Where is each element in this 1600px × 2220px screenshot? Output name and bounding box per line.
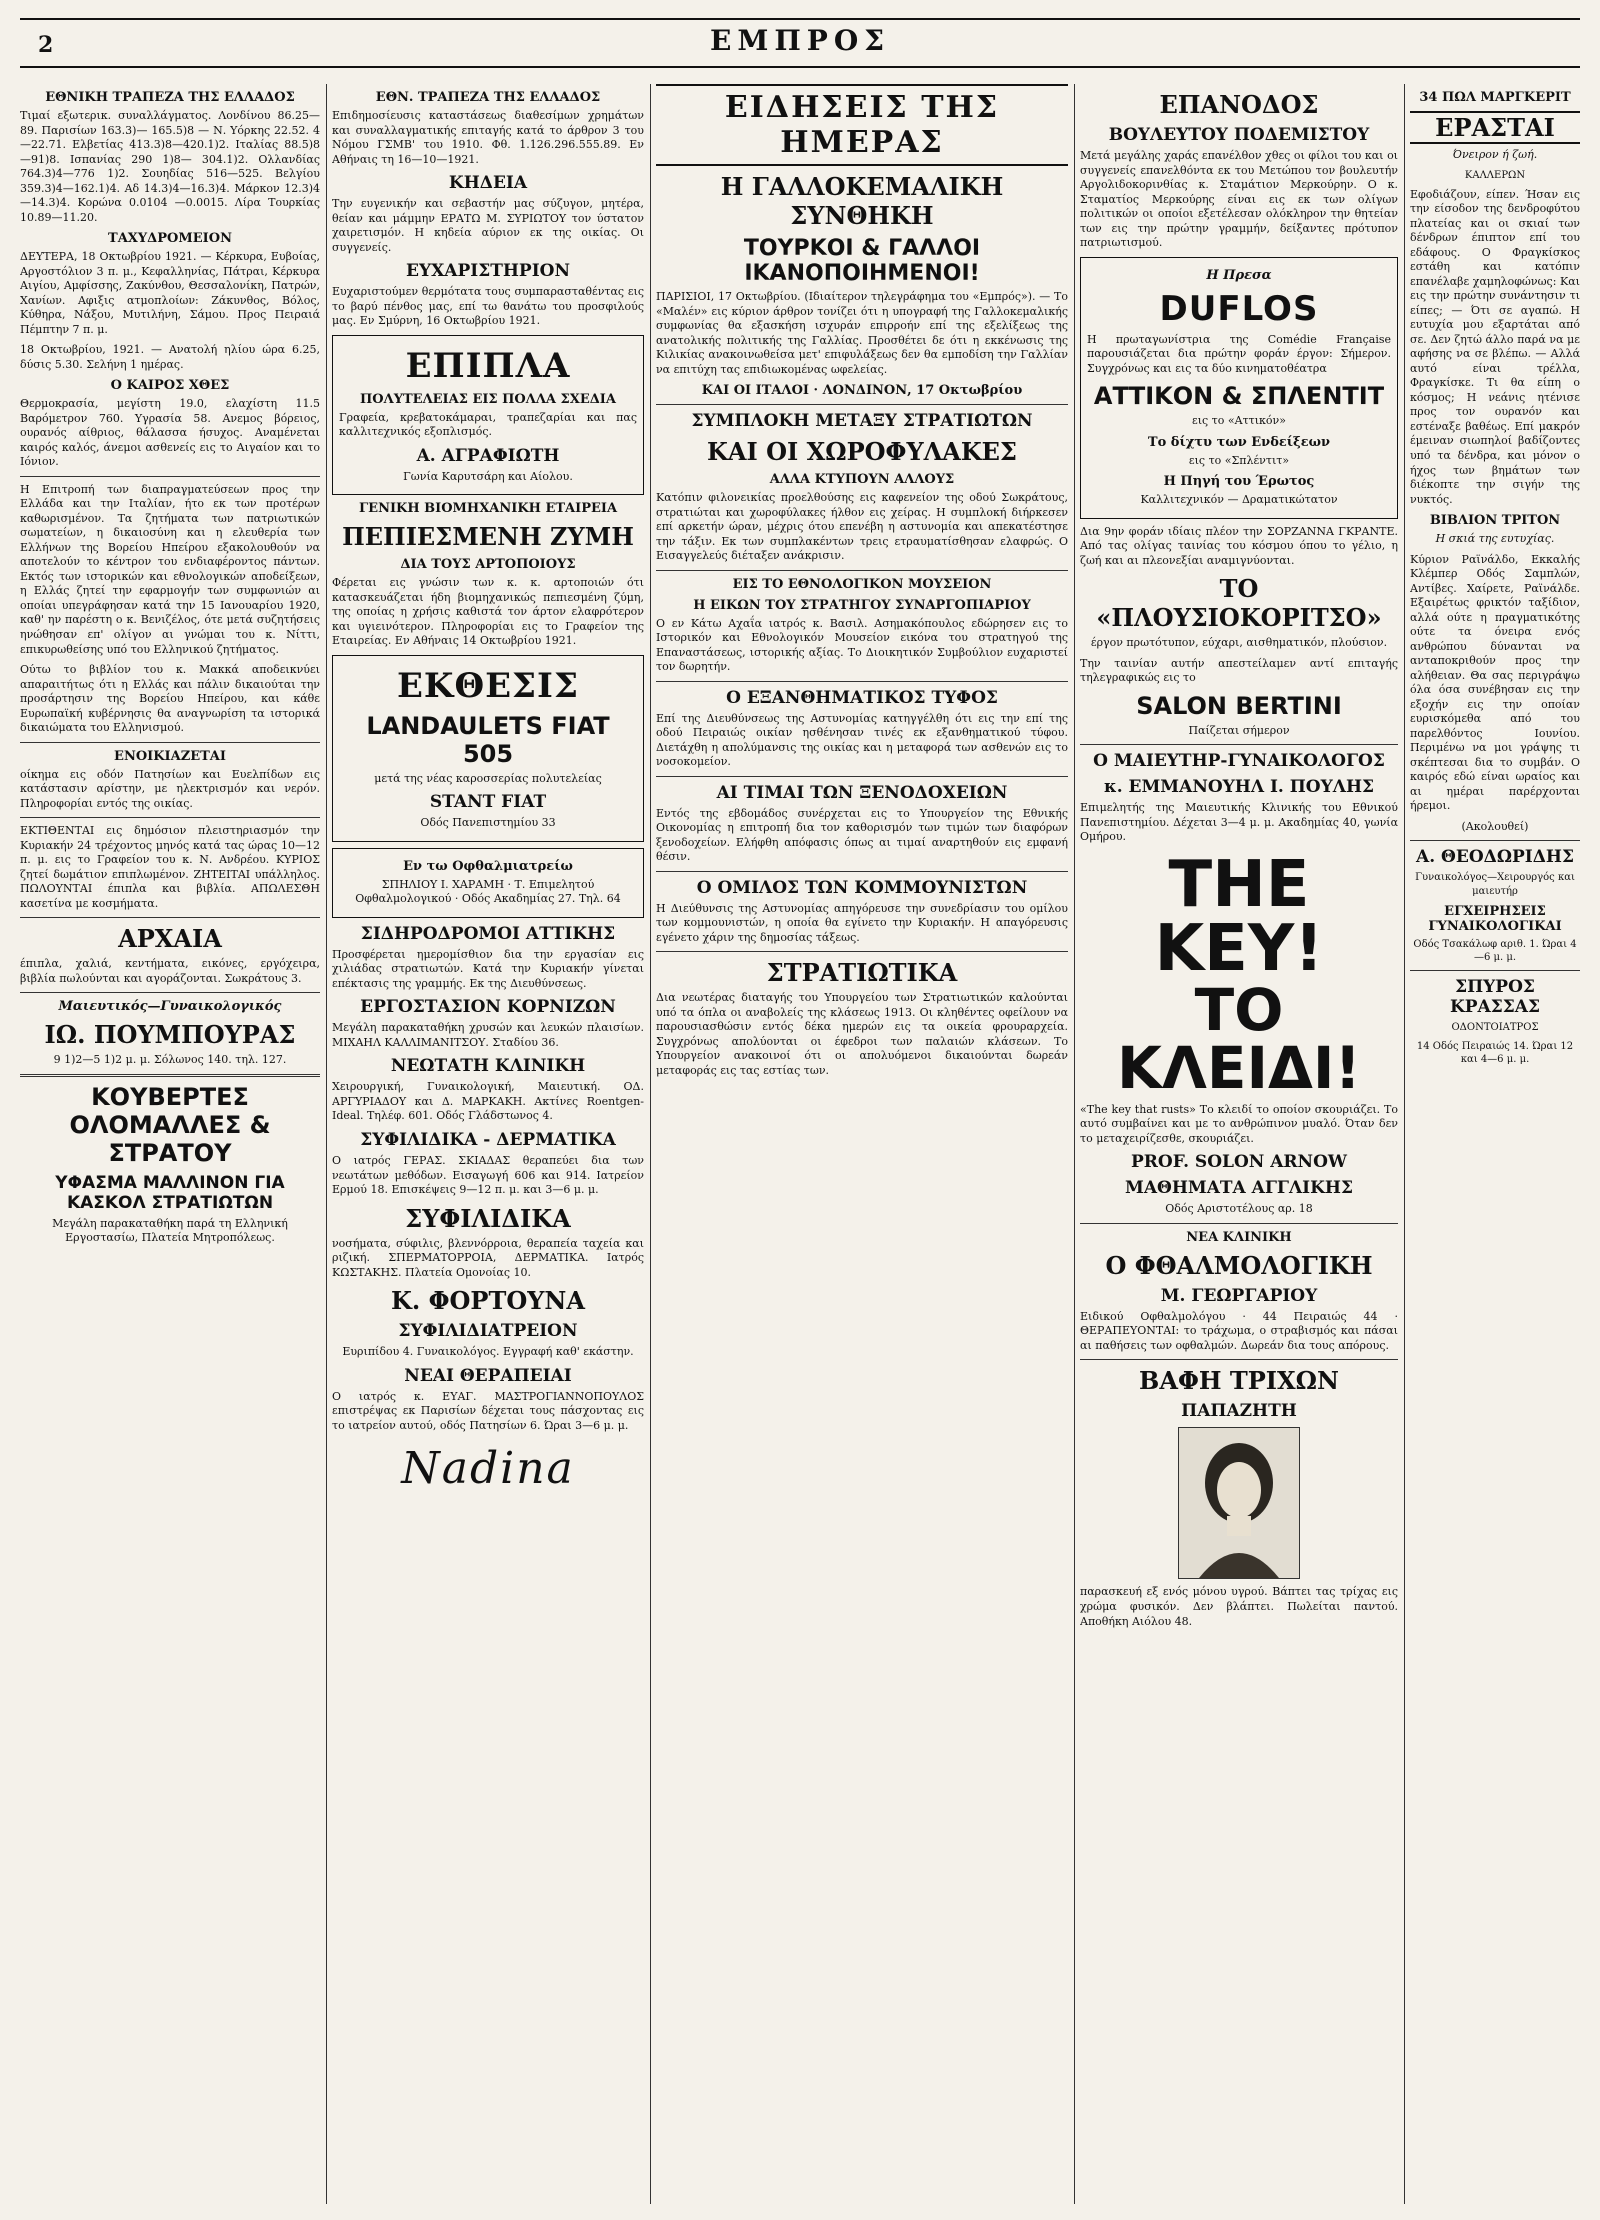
syph-text: Ο ιατρός ΓΕΡΑΣ. ΣΚΙΑΔΑΣ θεραπεύει δια των νεωτάτων μεθόδων. Εισαγωγή 606 και 914. Ιατρείον Ερμού 18. Επισκέψεις 9—12 π. μ. και 3—6 μ. μ. bbox=[332, 1153, 644, 1197]
column-rule bbox=[1074, 84, 1075, 2204]
key-ad-greek: ΤΟ ΚΛΕΙΔΙ! bbox=[1117, 975, 1361, 1102]
arnow-heading: PROF. SOLON ARNOW bbox=[1131, 1152, 1347, 1173]
splendid-film: Η Πηγή του Έρωτος bbox=[1163, 474, 1315, 490]
bertini-intro: Την ταινίαν αυτήν απεστείλαμεν αντί επιταγής τηλεγραφικώς εις το bbox=[1080, 656, 1398, 685]
attikon-venue: εις το «Αττικόν» bbox=[1192, 414, 1286, 428]
paper-name: ΕΜΠΡΟΣ bbox=[709, 24, 891, 57]
dentist-address: 14 Οδός Πειραιώς 14. Ώραι 12 και 4—6 μ. μ. bbox=[1416, 1041, 1574, 1066]
optic-heading: Ο ΦΘΑΛΜΟΛΟΓΙΚΗ bbox=[1105, 1250, 1373, 1280]
main-article: ΠΑΡΙΣΙΟΙ, 17 Οκτωβρίου. (Ιδιαίτερον τηλεγράφημα του «Εμπρός»). — Το «Μαλέν» εις κύριον άρθρον τονίζει ότι η υπογραφή της Γαλλοκεμαλικής συμφωνίας θα εξασκήση ισχυράν επιρροήν επί της εξελίξεως της ανατολικής πολιτικής της Γαλλίας. Προσθέτει δε ότι η εκκένωσις της Κιλικίας ανακοινωθείσα μετ' επιφυλάξεως δεν θα εμποδίση την Γαλλίαν να επιτύχη τας επιδιωκομένας ωφελείας. bbox=[656, 290, 1068, 376]
furniture-heading: ΕΠΙΠΛΑ bbox=[405, 345, 571, 386]
expo-text: μετά της νέας καροσσερίας πολυτελείας bbox=[374, 771, 602, 785]
cornice-text: Μεγάλη παρακαταθήκη χρυσών και λευκών πλαισίων. ΜΙΧΑΗΛ ΚΑΛΛΙΜΑΝΙΤΣΟΥ. Σταδίου 36. bbox=[332, 1021, 644, 1049]
fortuna-heading: Κ. ΦΟΡΤΟΥΝΑ bbox=[391, 1286, 585, 1316]
classified-ads: ΕΚΤΙΘΕΝΤΑΙ εις δημόσιον πλειστηριασμόν την Κυριακήν 24 τρέχοντος μηνός κατά τας ώρας 10—12 π. μ. εις το Γραφείον του κ. Ν. Ανδρέου. ΚΥΡΙΟΣ ζητεί δωμάτιον επιπλωμένον. ΖΗΤΕΙΤΑΙ υπάλληλος. ΠΩΛΟΥΝΤΑΙ έπιπλα και βιβλία. ΑΠΩΛΕΣΘΗ κασετίνα με κοσμήματα. bbox=[20, 824, 320, 910]
divider bbox=[1410, 970, 1580, 971]
rent-heading: ΕΝΟΙΚΙΑΖΕΤΑΙ bbox=[114, 748, 226, 764]
optic-kicker: ΝΕΑ ΚΛΙΝΙΚΗ bbox=[1186, 1229, 1292, 1245]
signature-logo: Nadina bbox=[401, 1443, 575, 1495]
column-4 bbox=[1080, 84, 1398, 2204]
arnow-address: Οδός Αριστοτέλους αρ. 18 bbox=[1165, 1202, 1313, 1216]
post-heading: ΤΑΧΥΔΡΟΜΕΙΟΝ bbox=[108, 231, 232, 247]
arnow-subheading: ΜΑΘΗΜΑΤΑ ΑΓΓΛΙΚΗΣ bbox=[1125, 1178, 1353, 1199]
furniture-name: Α. ΑΓΡΑΦΙΩΤΗ bbox=[416, 445, 560, 466]
woman-portrait-icon bbox=[1179, 1428, 1299, 1578]
typhus-heading: Ο ΕΞΑΝΘΗΜΑΤΙΚΟΣ ΤΥΦΟΣ bbox=[726, 687, 998, 708]
attikon-heading: ΑΤΤΙΚΟΝ & ΣΠΛΕΝΤΙΤ bbox=[1093, 382, 1385, 411]
divider bbox=[20, 992, 320, 993]
main-headline: Η ΓΑΛΛΟΚΕΜΑΛΙΚΗ ΣΥΝΘΗΚΗ bbox=[720, 172, 1004, 230]
duflos-heading: DUFLOS bbox=[1159, 288, 1319, 329]
rail-heading: ΣΙΔΗΡΟΔΡΟΜΟΙ ΑΤΤΙΚΗΣ bbox=[360, 923, 616, 944]
divider bbox=[20, 817, 320, 818]
eye-heading: Εν τω Οφθαλμιατρείω bbox=[403, 858, 573, 874]
communists-heading: Ο ΟΜΙΛΟΣ ΤΩΝ ΚΟΜΜΟΥΝΙΣΤΩΝ bbox=[696, 877, 1028, 898]
midwife-text: Επιμελητής της Μαιευτικής Κλινικής του Εθνικού Πανεπιστημίου. Δέχεται 3—4 μ. μ. Ακαδημίας 40, γωνία Ομήρου. bbox=[1080, 801, 1398, 844]
fortuna-text: Ευριπίδου 4. Γυναικολόγος. Εγγραφή καθ' εκάστην. bbox=[342, 1345, 634, 1359]
column-3 bbox=[656, 84, 1068, 2204]
furniture-text: Γραφεία, κρεβατοκάμαραι, τραπεζαρίαι και πας καλλιτεχνικός εξοπλισμός. bbox=[339, 410, 637, 439]
cornice-heading: ΕΡΓΟΣΤΑΣΙΟΝ ΚΟΡΝΙΖΩΝ bbox=[360, 997, 616, 1018]
rent-text: οίκημα εις οδόν Πατησίων και Ευελπίδων εις κατάστασιν αρίστην, με ηλεκτρισμόν και νερόν. Πληροφορίαι εντός της οικίας. bbox=[20, 767, 320, 810]
factory-heading: ΓΕΝΙΚΗ ΒΙΟΜΗΧΑΝΙΚΗ ΕΤΑΙΡΕΙΑ bbox=[358, 501, 618, 517]
divider bbox=[20, 742, 320, 743]
main-subheadline: ΤΟΥΡΚΟΙ & ΓΑΛΛΟΙ ΙΚΑΝΟΠΟΙΗΜΕΝΟΙ! bbox=[743, 236, 981, 286]
column-1 bbox=[20, 84, 320, 2204]
divider bbox=[1410, 840, 1580, 841]
portrait-illustration bbox=[1178, 1427, 1300, 1579]
ploutos-heading: ΤΟ «ΠΛΟΥΣΙΟΚΟΡΙΤΣΟ» bbox=[1096, 574, 1382, 633]
section-banner: ΕΙΔΗΣΕΙΣ ΤΗΣ ΗΜΕΡΑΣ bbox=[656, 84, 1068, 166]
clash-kicker: ΑΛΛΑ ΚΤΥΠΟΥΝ ΑΛΛΟΥΣ bbox=[769, 472, 955, 488]
london-dateline: ΚΑΙ ΟΙ ΙΤΑΛΟΙ · ΛΟΝΔΙΝΟΝ, 17 Οκτωβρίου bbox=[701, 383, 1023, 399]
doctor-heading: Α. ΘΕΟΔΩΡΙΔΗΣ bbox=[1416, 847, 1574, 868]
serial-text: Εφοδιάζουν, είπεν. Ήσαν εις την είσοδον της δενδροφύτου πλατείας και οι σκιαί των δένδρων έπιπτον επί του εδάφους. Ο Φραγκίσκος εστάθη και κατόπιν επανέλαβε χαμηλοφώνως: Και εις την πρώτην συνάντησιν τι είπες; — Ότι σε αγαπώ. Η ευτυχία μου εξαρτάται από σε. Δεν ζητώ άλλο παρά να με αφήσης να σε βλέπω. — Αλλά αυτό είναι τρέλλα, Φραγκίσκε. Τι θα είπη ο κόσμος; Η νεάνις ητένισε προς τον ουρανόν και εστέναξε βαθέως. Επί μακρόν έμειναν σιωπηλοί βαδίζοντες υπό τα δένδρα, και μόνον ο ήχος των βημάτων των διέκοπτε την σιγήν της νυκτός. bbox=[1410, 187, 1580, 506]
army-text: Δια νεωτέρας διαταγής του Υπουργείου των Στρατιωτικών καλούνται υπό τα όπλα οι αναβολείς της κλάσεως 1913. Οι κληθέντες οφείλουν να παρουσιασθώσιν εντός δέκα ημερών εις τα οικεία φρουραρχεία. Συγχρόνως απολύονται οι έφεδροι των παλαιών κλάσεων. Το Υπουργείον ανακοινοί ότι οι απολυόμενοι δικαιούνται δωρεάν μεταφοράς εις τας εστίας των. bbox=[656, 991, 1068, 1077]
divider bbox=[656, 871, 1068, 872]
duflos-ad bbox=[1080, 257, 1398, 519]
masthead bbox=[20, 14, 1580, 72]
blankets-heading: ΚΟΥΒΕΡΤΕΣ ΟΛΟΜΑΛΛΕΣ & ΣΤΡΑΤΟΥ bbox=[69, 1082, 271, 1167]
rail-text: Προσφέρεται ημερομίσθιον δια την εργασίαν εις χιλιάδας στρατιωτών. Κατά την Κυριακήν γίνεται επέκτασις της γραμμής. Εκ της Διευθύνσεως. bbox=[332, 947, 644, 990]
column-rule bbox=[650, 84, 651, 2204]
bertini-text: Παίζεται σήμερον bbox=[1188, 723, 1290, 737]
antiques-text: έπιπλα, χαλιά, κεντήματα, εικόνες, εργόχειρα, βιβλία πωλούνται και αγοράζονται. Σωκράτους 3. bbox=[20, 957, 320, 985]
masthead-bottom-rule bbox=[20, 66, 1580, 68]
newspaper-page bbox=[20, 14, 1580, 2210]
book-heading: ΒΙΒΛΙΟΝ ΤΡΙΤΟΝ bbox=[1429, 513, 1561, 529]
page-number: 2 bbox=[38, 32, 54, 58]
serial-translator: ΚΑΛΛΕΡΩΝ bbox=[1464, 169, 1526, 181]
stant-address: Οδός Πανεπιστημίου 33 bbox=[420, 816, 556, 830]
serial-author bbox=[1410, 90, 1580, 105]
attikon-film: Το δίχτυ των Ενδείξεων bbox=[1147, 434, 1331, 450]
thanks-heading: ΕΥΧΑΡΙΣΤΗΡΙΟΝ bbox=[405, 261, 571, 282]
serial-title: ΕΡΑΣΤΑΙ bbox=[1410, 111, 1580, 144]
clinic-heading: ΝΕΩΤΑΤΗ ΚΛΙΝΙΚΗ bbox=[390, 1056, 586, 1077]
hotels-heading: ΑΙ ΤΙΜΑΙ ΤΩΝ ΞΕΝΟΔΟΧΕΙΩΝ bbox=[716, 782, 1008, 803]
divider bbox=[656, 570, 1068, 571]
museum-heading: ΕΙΣ ΤΟ ΕΘΝΟΛΟΓΙΚΟΝ ΜΟΥΣΕΙΟΝ bbox=[732, 576, 992, 592]
divider bbox=[656, 404, 1068, 405]
midwife-heading: Ο ΜΑΙΕΥΤΗΡ-ΓΥΝΑΙΚΟΛΟΓΟΣ bbox=[1093, 751, 1385, 772]
article-body: Η Επιτροπή των διαπραγματεύσεων προς την Ελλάδα και την Ιταλίαν, ήτο εκ των προτέρων καθωρισμένον. Τα ζητήματα των πατριωτικών σωματείων, η δικαιοσύνη και η ελευθερία των Ελλήνων της Βορείου Ηπείρου εξακολουθούν να αποτελούν το κέντρον του ενδιαφέροντος πάντων. Εκτός των ιστορικών και εθνολογικών αποδείξεων, η Ελλάς ζητεί την εφαρμογήν των συμφωνιών αι οποίαι υπεγράφησαν κατά την 15 Ιανουαρίου 1920, καθ' ην παρέστη ο κ. Βενιζέλος, ότε μετά συζητήσεις ηνώθησαν επ' ολίγον αι γνώμαι του κ. Νίττι, επικυρωθείσης υπό του Ελληνικού ζητήματος. bbox=[20, 482, 320, 656]
optic-name: Μ. ΓΕΩΡΓΑΡΙΟΥ bbox=[1160, 1285, 1318, 1306]
furniture-ad bbox=[332, 335, 644, 496]
bank-heading: ΕΘΝ. ΤΡΑΠΕΖΑ ΤΗΣ ΕΛΛΑΔΟΣ bbox=[375, 90, 601, 105]
key-ad-english: THE KEY! bbox=[1154, 847, 1324, 986]
communists-text: Η Διεύθυνσις της Αστυνομίας απηγόρευσε την συνεδρίασιν του ομίλου των κομμουνιστών, η οποία θα εγίνετο την Κυριακήν. Η απαγόρευσις εγένετο χάριν της δημοσίας τάξεως. bbox=[656, 901, 1068, 944]
divider bbox=[656, 951, 1068, 952]
bank-statement: Επιδημοσίευσις καταστάσεως διαθεσίμων χρημάτων και συναλλαγματικής επιταγής κατά το άρθρον 3 του Νόμου ΓΣΜΒ' του 1910. Φθ. 1.126.296.555.89. Εν Αθήναις τη 16—10—1921. bbox=[332, 109, 644, 166]
divider bbox=[656, 681, 1068, 682]
weather-heading: Ο ΚΑΙΡΟΣ ΧΘΕΣ bbox=[110, 378, 230, 394]
funeral-text: Την ευγενικήν και σεβαστήν μας σύζυγον, μητέρα, θείαν και μάμμην ΕΡΑΤΩ Μ. ΣΥΡΙΩΤΟΥ τον ύστατον χαιρετισμόν. Η κηδεία αύριον εκ της οικίας. Οι συγγενείς. bbox=[332, 197, 644, 254]
bertini-heading: SALON BERTINI bbox=[1136, 691, 1342, 720]
gyn-name: ΙΩ. ΠΟΥΜΠΟΥΡΑΣ bbox=[44, 1020, 296, 1050]
fiat-ad bbox=[332, 655, 644, 842]
syph2-text: νοσήματα, σύφιλις, βλεννόρροια, θεραπεία ταχεία και ριζική. ΣΠΕΡΜΑΤΟΡΡΟΙΑ, ΔΕΡΜΑΤΙΚΑ. Ιατρός ΚΩΣΤΑΚΗΣ. Πλατεία Ομονοίας 10. bbox=[332, 1236, 644, 1279]
column-rule bbox=[1404, 84, 1405, 2204]
yeast-text: Φέρεται εις γνώσιν των κ. κ. αρτοποιών ότι κατασκευάζεται ήδη βιομηχανικώς πεπιεσμένη ζύμη, της οποίας η χρήσις καθιστά τον άρτον ελαφρότερον και υγιεινότερον. Πληροφορίαι εις το Γραφείον της Εταιρείας. Εν Αθήναις 14 Οκτωβρίου 1921. bbox=[332, 576, 644, 648]
serial-author-name: ΠΩΛ ΜΑΡΓΚΕΡΙΤ bbox=[1441, 90, 1571, 105]
return-text: Μετά μεγάλης χαράς επανέλθον χθες οι φίλοι του και οι συγγενείς επανελθόντα εκ του Μετώπου τον βουλευτήν Αργολιδοκορινθίας κ. Σταμάτιον Μερκούρην. Ο κ. Σταματίος Μερκούρης είναι εις εκ των ολίγων πολιτικών οι οποίοι εξετέλεσαν ολόκληρον την θητείαν των εις την πρώτην γραμμήν, δείξαντες πρότυπον πατριωτισμού. bbox=[1080, 149, 1398, 250]
stant-heading: STANT FIAT bbox=[429, 792, 547, 813]
serial-number: 34 bbox=[1419, 90, 1438, 105]
divider bbox=[1080, 744, 1398, 745]
weather-text: Θερμοκρασία, μεγίστη 19.0, ελαχίστη 11.5 Βαρόμετρον 760. Υγρασία 58. Ανεμος βόρειος, ουρανός αίθριος, θάλασσα ήσυχος. Αναμένεται καιρός καλός, άνεμοι ασθενείς εις το Αιγαίον και το Ιόνιον. bbox=[20, 397, 320, 469]
return-subheading: ΒΟΥΛΕΥΤΟΥ ΠΟΔΕΜΙΣΤΟΥ bbox=[1108, 125, 1370, 145]
splendid-tagline: Καλλιτεχνικόν — Δραματικώτατον bbox=[1140, 493, 1338, 507]
duflos-text: Η πρωταγωνίστρια της Comédie Française παρουσιάζεται δια πρώτην φοράν έργον: Σήμερον. Συγχρόνως και εις τα δύο κινηματοθέατρα bbox=[1087, 332, 1391, 375]
masthead-top-rule bbox=[20, 18, 1580, 20]
clash-text: Κατόπιν φιλονεικίας προελθούσης εις καφενείον της οδού Σωκράτους, στρατιώται και χωροφύλακες ήλθον εις χείρας. Η συμπλοκή διήρκεσεν επί αρκετήν ώραν, μέχρις ότου επενέβη η αστυνομία και απεκατέστησε την τάξιν. Εκ των συμπλακέντων τρεις ετραυματίσθησαν ελαφρώς. Ο Εισαγγελεύς διέταξεν ανάκρισιν. bbox=[656, 491, 1068, 563]
splendid-venue: εις το «Σπλέντιτ» bbox=[1188, 453, 1290, 467]
doctor-title: Γυναικολόγος—Χειρουργός και μαιευτήρ bbox=[1415, 872, 1575, 897]
divider bbox=[1080, 1223, 1398, 1224]
duflos-kicker: Η Πρεσα bbox=[1206, 267, 1272, 283]
expo-model: LANDAULETS FIAT 505 bbox=[366, 711, 610, 768]
divider bbox=[20, 476, 320, 477]
furniture-subheading: ΠΟΛΥΤΕΛΕΙΑΣ ΕΙΣ ΠΟΛΛΑ ΣΧΕΔΙΑ bbox=[360, 391, 616, 407]
thanks-text: Ευχαριστούμεν θερμότατα τους συμπαρασταθέντας εις το βαρύ πένθος μας, επί τω θανάτω του προσφιλούς μας. Εν Σμύρνη, 16 Οκτωβρίου 1921. bbox=[332, 285, 644, 328]
key-ad-text: «The key that rusts» Το κλειδί το οποίον σκουριάζει. Το αυτό συμβαίνει και με το ανθρώπινον μυαλό. Όταν δεν το μεταχειρίζεσθε, σκουριάζει. bbox=[1080, 1102, 1398, 1145]
divider bbox=[20, 917, 320, 918]
serial-subtitle: Όνειρον ή ζωή. bbox=[1452, 148, 1538, 161]
museum-subheading: Η ΕΙΚΩΝ ΤΟΥ ΣΤΡΑΤΗΓΟΥ ΣΥΝΑΡΓΟΠΙΑΡΙΟΥ bbox=[693, 597, 1031, 613]
new-therapy-heading: ΝΕΑΙ ΘΕΡΑΠΕΙΑΙ bbox=[404, 1365, 572, 1386]
hotels-text: Εντός της εβδομάδος συνέρχεται εις το Υπουργείον της Εθνικής Οικονομίας η επιτροπή δια τον καθορισμόν των τιμών των διαφόρων ξενοδοχείων. Ελήφθη απόφασις όπως αι τιμαί αναρτηθούν εις εμφανή θέσιν. bbox=[656, 806, 1068, 864]
return-heading: ΕΠΑΝΟΔΟΣ bbox=[1159, 90, 1319, 119]
column-5 bbox=[1410, 84, 1580, 2204]
divider bbox=[20, 1074, 320, 1077]
book-text: Κύριον Ραϊνάλδο, Εκκαλής Κλέμπερ Οδός Σαμπλών, Αντίβες. Χαίρετε, Ραϊνάλδε. Εξαιρέτως φρικτόν ταξίδιον, αλλά ούτε η πραγματικότης ούτε τα όνειρα ενός ανθρώπου δύνανται να ανταποκριθούν προς την αλήθειαν. Θα σας περιγράψω όλα όσα συνέβησαν εις την εξοχήν εις την οποίαν ευρισκόμεθα από του παρελθόντος Ιουνίου. Περιμένω να μοι γράψης τι σκέπτεσαι δια το συμβάν. Ο καιρός εδώ είναι ωραίος και αι ημέραι παρέρχονται ήρεμοι. bbox=[1410, 552, 1580, 813]
furniture-address: Γωνία Καρυτσάρη και Αίολου. bbox=[403, 469, 573, 483]
gyn-heading: Μαιευτικός—Γυναικολογικός bbox=[58, 999, 282, 1015]
yeast-heading: ΠΕΠΙΕΣΜΕΝΗ ΖΥΜΗ bbox=[342, 522, 634, 552]
book-subheading: Η σκιά της ευτυχίας. bbox=[1435, 532, 1555, 546]
expo-heading: ΕΚΘΕΣΙΣ bbox=[397, 665, 579, 706]
bank-heading: ΕΘΝΙΚΗ ΤΡΑΠΕΖΑ ΤΗΣ ΕΛΛΑΔΟΣ bbox=[45, 90, 295, 105]
museum-text: Ο εν Κάτω Αχαΐα ιατρός κ. Βασιλ. Ασημακόπουλος εδώρησεν εις το Ιστορικόν και Εθνολογικόν Μουσείον εικόνα του στρατηγού της Επαναστάσεως, ιστορικής αξίας. Το Διοικητικόν Συμβούλιον ευχαριστεί τον δωρητήν. bbox=[656, 616, 1068, 674]
bank-rates: Τιμαί εξωτερικ. συναλλάγματος. Λονδίνου 86.25—89. Παρισίων 163.3)— 165.5)8 — Ν. Υόρκης 22.52. 4—22.71. Ελβετίας 413.3)8—420.1)2. Ιταλίας 88.5)8—91)8. Ισπανίας 290 1)8— 304.1)2. Ολλανδίας 764.3)4—776 1)2. Σουηδίας 516—525. Βελγίου 359.3)4—162.1)4. Αδ 14.3)4—16.3)4. Μάρκον 12.3)4—14.3)4. Κορώνα 0.0104 —0.0015. Λίρα Τουρκίας 10.89—11.20. bbox=[20, 109, 320, 224]
yeast-subheading: ΔΙΑ ΤΟΥΣ ΑΡΤΟΠΟΙΟΥΣ bbox=[400, 557, 576, 573]
hair-text: παρασκευή εξ ενός μόνου υγρού. Βάπτει τας τρίχας εις χρώμα φυσικόν. Δεν βλάπτει. Πωλείται παντού. Αποθήκη Αιόλου 48. bbox=[1080, 1585, 1398, 1628]
new-therapy-text: Ο ιατρός κ. ΕΥΑΓ. ΜΑΣΤΡΟΓΙΑΝΝΟΠΟΥΛΟΣ επιστρέψας εκ Παρισίων δέχεται τους πάσχοντας εις το ιατρείον αυτού, οδός Πατησίων 6. Ώραι 3—6 μ. μ. bbox=[332, 1389, 644, 1432]
fortuna-subheading: ΣΥΦΙΛΙΔΙΑΤΡΕΙΟΝ bbox=[398, 1321, 578, 1342]
midwife-name: κ. ΕΜΜΑΝΟΥΗΛ Ι. ΠΟΥΛΗΣ bbox=[1103, 777, 1375, 798]
army-heading: ΣΤΡΑΤΙΩΤΙΚΑ bbox=[766, 958, 958, 988]
eye-clinic-ad bbox=[332, 848, 644, 918]
weather-date: 18 Οκτωβρίου, 1921. — Ανατολή ηλίου ώρα 6.25, δύσις 5.30. Σελήνη 1 ημέρας. bbox=[20, 343, 320, 371]
eye-text: ΣΠΗΛΙΟΥ Ι. ΧΑΡΑΜΗ · Τ. Επιμελητού Οφθαλμολογικού · Οδός Ακαδημίας 27. Τηλ. 64 bbox=[355, 877, 621, 906]
hair-subheading: ΠΑΠΑΖΗΤΗ bbox=[1181, 1401, 1297, 1422]
column-2 bbox=[332, 84, 644, 2204]
ploutos-text: έργον πρωτότυπον, εύχαρι, αισθηματικόν, πλούσιον. bbox=[1090, 636, 1388, 650]
clash-subheading: ΚΑΙ ΟΙ ΧΩΡΟΦΥΛΑΚΕΣ bbox=[707, 437, 1017, 467]
article-body: Ούτω το βιβλίον του κ. Μακκά αποδεικνύει απαραιτήτως ότι η Ελλάς και πάλιν δικαιούται την προσάρτησιν της Βορείου Ηπείρου, και κάθε Ευρωπαϊκή κυβέρνησις θα αναγνωρίση τα ιστορικά δικαιώματα του Ελληνισμού. bbox=[20, 663, 320, 735]
doctor-subheading: ΕΓΧΕΙΡΗΣΕΙΣ ΓΥΝΑΙΚΟΛΟΓΙΚΑΙ bbox=[1428, 903, 1562, 934]
hair-heading: ΒΑΦΗ ΤΡΙΧΩΝ bbox=[1139, 1366, 1339, 1396]
antiques-heading: ΑΡΧΑΙΑ bbox=[118, 924, 222, 954]
clash-heading: ΣΥΜΠΛΟΚΗ ΜΕΤΑΞΥ ΣΤΡΑΤΙΩΤΩΝ bbox=[691, 411, 1033, 432]
syph-heading: ΣΥΦΙΛΙΔΙΚΑ - ΔΕΡΜΑΤΙΚΑ bbox=[360, 1129, 616, 1150]
continued-note: (Ακολουθεί) bbox=[1461, 819, 1529, 833]
gyn-address: 9 1)2—5 1)2 μ. μ. Σόλωνος 140. τηλ. 127. bbox=[53, 1053, 287, 1067]
funeral-heading: ΚΗΔΕΙΑ bbox=[448, 173, 528, 194]
clinic-text: Χειρουργική, Γυναικολογική, Μαιευτική. ΟΔ. ΑΡΓΥΡΙΑΔΟΥ και Δ. ΜΑΡΚΑΚΗ. Ακτίνες Roentgen-Ideal. Τηλέφ. 601. Οδός Γλάδστωνος 4. bbox=[332, 1080, 644, 1123]
typhus-text: Επί της Διευθύνσεως της Αστυνομίας κατηγγέλθη ότι εις την επί της οδού Πειραιώς οικίαν ησθένησαν τινές εκ εξανθηματικού τύφου. Διετάχθη η απολύμανσις της οικίας και η μεταφορά των ασθενών εις το νοσοκομείον. bbox=[656, 711, 1068, 769]
column-rule bbox=[326, 84, 327, 2204]
fabric-heading: ΥΦΑΣΜΑ ΜΑΛΛΙΝΟΝ ΓΙΑ ΚΑΣΚΟΛ ΣΤΡΑΤΙΩΤΩΝ bbox=[55, 1172, 285, 1213]
ploutos-intro: Δια 9ην φοράν ιδίαις πλέον την ΣΟΡΖΑΝΝΑ ΓΚΡΑΝΤΕ. Από τας ολίγας ταινίας του κόσμου όπου το γέλιο, η ζωή και αι πλεονεξίαι αναμιγνύονται. bbox=[1080, 524, 1398, 567]
divider bbox=[656, 776, 1068, 777]
blankets-text: Μεγάλη παρακαταθήκη παρά τη Ελληνική Εργοστασίω, Πλατεία Μητροπόλεως. bbox=[52, 1216, 288, 1245]
divider bbox=[1080, 1359, 1398, 1360]
syph2-heading: ΣΥΦΙΛΙΔΙΚΑ bbox=[405, 1203, 571, 1233]
optic-text: Ειδικού Οφθαλμολόγου · 44 Πειραιώς 44 · ΘΕΡΑΠΕΥΟΝΤΑΙ: το τράχωμα, ο στραβισμός και πάσαι αι παθήσεις των οφθαλμών. Δωρεάν δια τους απόρους. bbox=[1080, 1309, 1398, 1352]
doctor-address: Οδός Τσακάλωφ αριθ. 1. Ώραι 4—6 μ. μ. bbox=[1413, 938, 1577, 963]
dentist-title: ΟΔΟΝΤΟΙΑΤΡΟΣ bbox=[1451, 1022, 1539, 1034]
post-text: ΔΕΥΤΕΡΑ, 18 Οκτωβρίου 1921. — Κέρκυρα, Ευβοίας, Αργοστόλιον 3 π. μ., Κεφαλληνίας, Πάτραι, Κέρκυρα Αιγίου, Αμφίσσης, Ζακύνθου, Θεσσαλονίκη, Πατρών, Χανίων. Αφιξις ατμοπλοίων: Ζάκυνθος, Βόλος, Κύθηρα, Νάξου, Μυτιλήνη, Σάμου. Προς Πειραιά Πέμπτην 7 π. μ. bbox=[20, 250, 320, 336]
dentist-heading: ΣΠΥΡΟΣ ΚΡΑΣΣΑΣ bbox=[1450, 977, 1540, 1018]
